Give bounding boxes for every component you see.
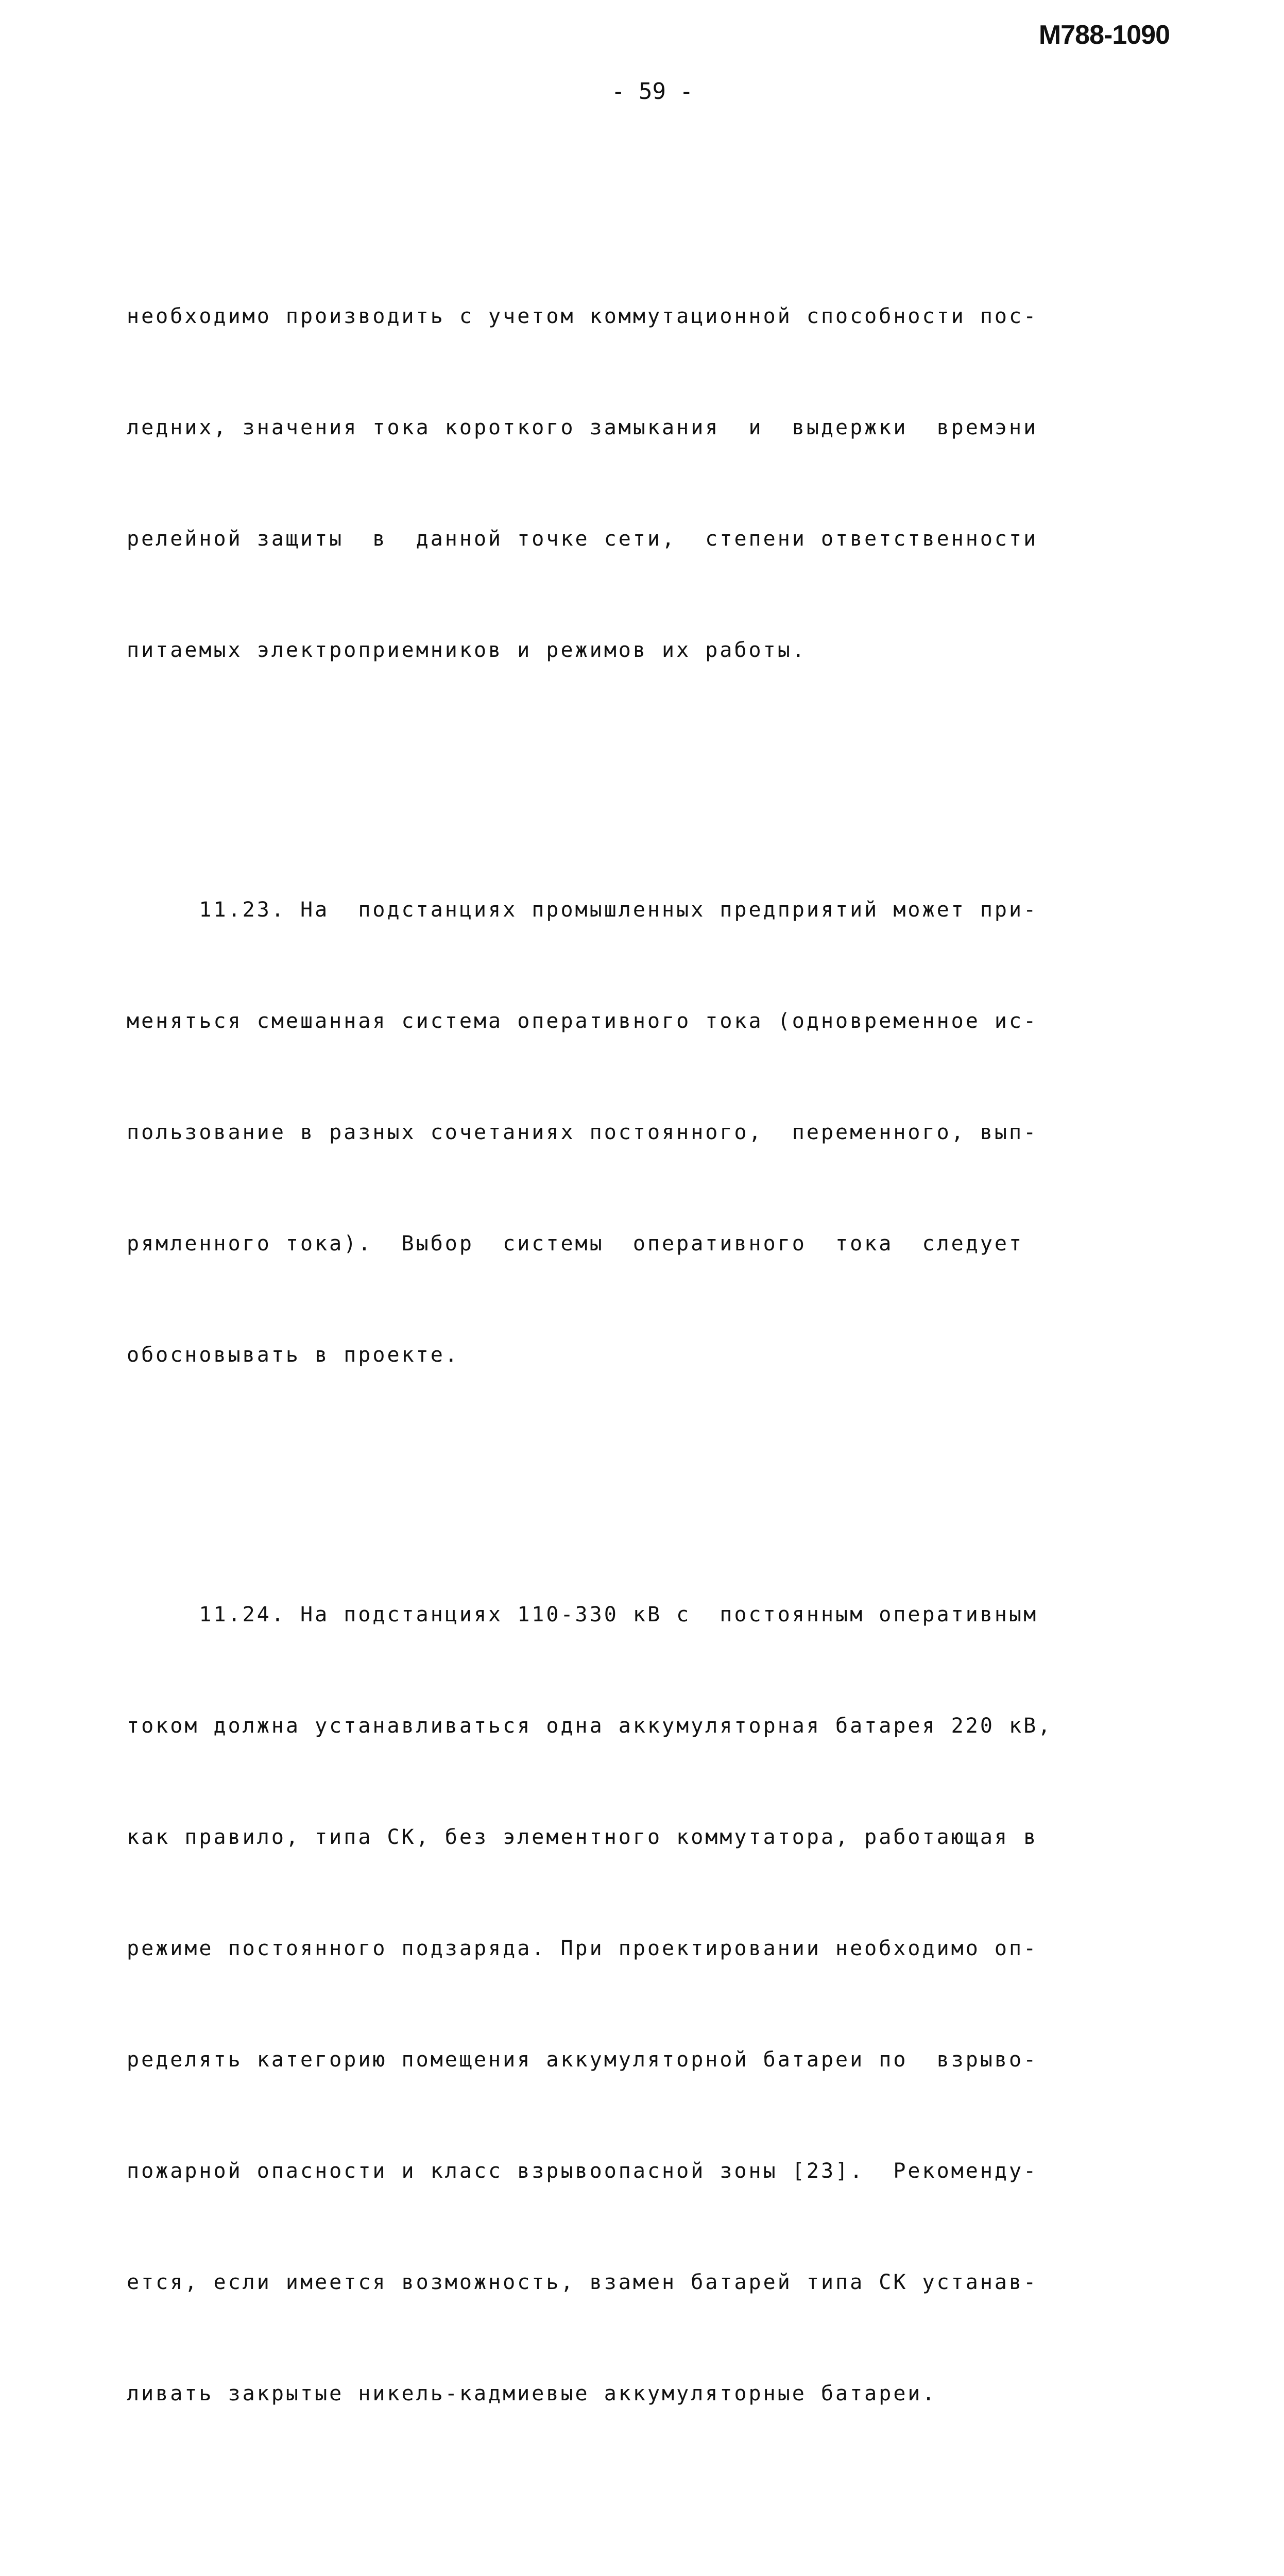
text-line: меняться смешанная система оперативного тока (одновременное ис- bbox=[127, 1009, 1038, 1033]
paragraph-11-23 bbox=[127, 817, 1105, 1448]
text-line: пожарной опасности и класс взрывоопасной зоны [23]. Рекоменду- bbox=[127, 2159, 1038, 2183]
text-line: ливать закрытые никель-кадмиевые аккумуляторные батареи. bbox=[127, 2382, 937, 2405]
text-line: необходимо производить с учетом коммутационной способности пос- bbox=[127, 304, 1038, 328]
text-line: 11.24. На подстанциях 110-330 кВ с постоянным оперативным bbox=[127, 1603, 1038, 1626]
text-line: питаемых электроприемников и режимов их работы. bbox=[127, 638, 807, 662]
document-code: М788-1090 bbox=[1038, 20, 1170, 50]
text-line: током должна устанавливаться одна аккумуляторная батарея 220 кВ, bbox=[127, 1714, 1053, 1738]
text-line: 11.23. На подстанциях промышленных предприятий может при- bbox=[127, 898, 1038, 922]
document-body bbox=[127, 149, 1105, 2576]
text-line: как правило, типа СК, без элементного коммутатора, работающая в bbox=[127, 1825, 1038, 1849]
text-line: ледних, значения тока короткого замыкания и выдержки времэни bbox=[127, 416, 1038, 439]
page-number: - 59 - bbox=[611, 78, 693, 105]
text-line: обосновывать в проекте. bbox=[127, 1343, 459, 1367]
paragraph-continuation bbox=[127, 224, 1105, 743]
text-line: ределять категорию помещения аккумуляторной батареи по взрыво- bbox=[127, 2048, 1038, 2072]
text-line: рямленного тока). Выбор системы оперативного тока следует bbox=[127, 1232, 1024, 1256]
paragraph-11-25 bbox=[127, 2561, 1105, 2576]
text-line: режиме постоянного подзаряда. При проектировании необходимо оп- bbox=[127, 1937, 1038, 1960]
text-line: пользование в разных сочетаниях постоянного, переменного, вып- bbox=[127, 1121, 1038, 1144]
text-line: ется, если имеется возможность, взамен батарей типа СК устанав- bbox=[127, 2270, 1038, 2294]
paragraph-11-24 bbox=[127, 1522, 1105, 2486]
text-line: релейной защиты в данной точке сети, степени ответственности bbox=[127, 527, 1038, 551]
